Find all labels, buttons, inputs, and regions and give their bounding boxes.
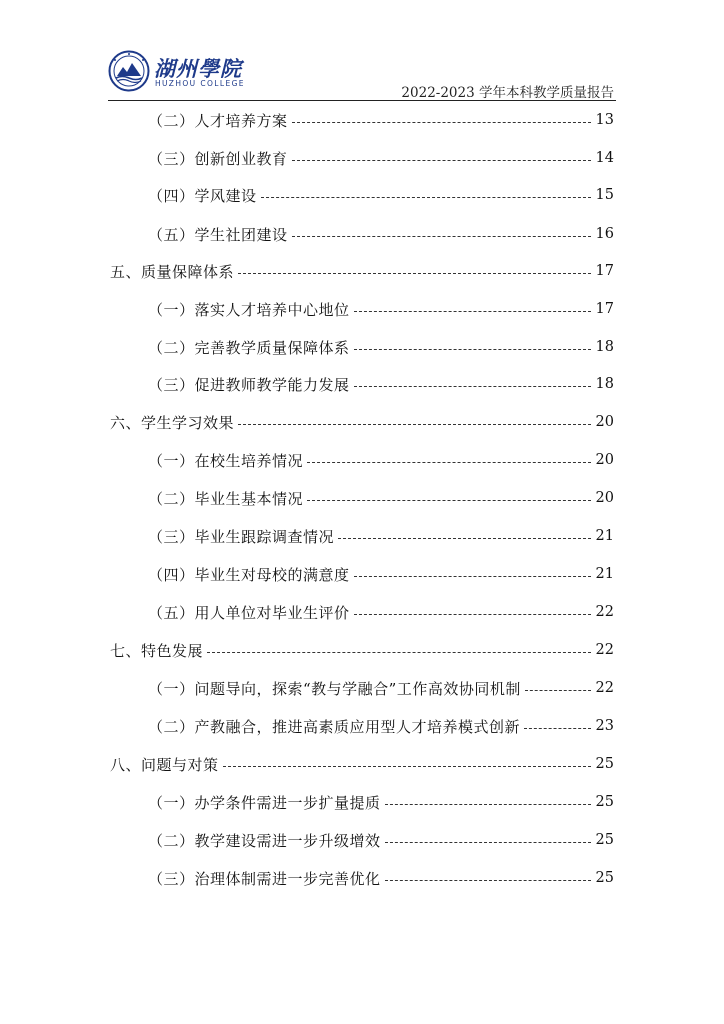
- toc-entry[interactable]: [148, 525, 614, 547]
- toc-page-number: 22: [595, 604, 614, 620]
- toc-entry[interactable]: [148, 487, 614, 509]
- toc-entry-label: （二）人才培养方案: [148, 111, 288, 130]
- toc-section-entry[interactable]: [110, 753, 614, 775]
- toc-page-number: 15: [595, 187, 614, 203]
- toc-entry[interactable]: [148, 223, 614, 245]
- toc-dot-leader: [354, 386, 591, 387]
- toc-dot-leader: [238, 273, 591, 274]
- toc-entry[interactable]: [148, 298, 614, 320]
- toc-dot-leader: [354, 349, 591, 350]
- toc-dot-leader: [385, 842, 591, 843]
- toc-page-number: 21: [595, 566, 614, 582]
- report-title: 2022-2023 学年本科教学质量报告: [401, 85, 614, 101]
- toc-entry-label: 五、质量保障体系: [110, 262, 235, 281]
- toc-entry[interactable]: [148, 867, 614, 889]
- toc-entry-label: （五）用人单位对毕业生评价: [148, 603, 350, 622]
- toc-entry-label: （四）学风建设: [148, 186, 257, 205]
- toc-dot-leader: [292, 236, 591, 237]
- toc-entry-label: （三）治理体制需进一步完善优化: [148, 869, 381, 888]
- toc-page-number: 20: [595, 490, 614, 506]
- toc-dot-leader: [354, 614, 591, 615]
- toc-entry-label: （一）在校生培养情况: [148, 451, 304, 470]
- toc-entry-label: 七、特色发展: [110, 641, 204, 660]
- toc-dot-leader: [354, 576, 591, 577]
- toc-entry[interactable]: [148, 829, 614, 851]
- toc-entry-label: （三）毕业生跟踪调查情况: [148, 527, 335, 546]
- toc-page-number: 25: [595, 870, 614, 886]
- toc-dot-leader: [524, 728, 591, 729]
- toc-dot-leader: [307, 462, 591, 463]
- toc-section-entry[interactable]: [110, 260, 614, 282]
- toc-section-entry[interactable]: [110, 411, 614, 433]
- toc-page-number: 18: [595, 339, 614, 355]
- toc-entry[interactable]: [148, 601, 614, 623]
- toc-entry[interactable]: [148, 677, 614, 699]
- toc-entry[interactable]: [148, 109, 614, 131]
- toc-dot-leader: [292, 160, 591, 161]
- toc-page-number: 25: [595, 756, 614, 772]
- toc-dot-leader: [238, 424, 591, 425]
- toc-entry[interactable]: [148, 184, 614, 206]
- toc-page-number: 25: [595, 794, 614, 810]
- toc-entry[interactable]: [148, 563, 614, 585]
- toc-entry-label: 六、学生学习效果: [110, 413, 235, 432]
- toc-entry[interactable]: [148, 715, 614, 737]
- toc-entry[interactable]: [148, 449, 614, 471]
- toc-page-number: 18: [595, 376, 614, 392]
- toc-page-number: 20: [595, 452, 614, 468]
- toc-entry-label: 八、问题与对策: [110, 755, 219, 774]
- toc-entry-label: （一）落实人才培养中心地位: [148, 300, 350, 319]
- toc-entry-label: （四）毕业生对母校的满意度: [148, 565, 350, 584]
- toc-page-number: 16: [595, 226, 614, 242]
- toc-dot-leader: [307, 500, 591, 501]
- toc-entry[interactable]: [148, 791, 614, 813]
- toc-section-entry[interactable]: [110, 639, 614, 661]
- logo-chinese-name: 湖州學院: [154, 57, 242, 81]
- toc-dot-leader: [385, 804, 591, 805]
- toc-page-number: 17: [595, 263, 614, 279]
- toc-dot-leader: [338, 538, 591, 539]
- toc-entry[interactable]: [148, 373, 614, 395]
- toc-dot-leader: [354, 311, 591, 312]
- toc-dot-leader: [223, 766, 591, 767]
- toc-entry-label: （二）教学建设需进一步升级增效: [148, 831, 381, 850]
- toc-dot-leader: [525, 690, 591, 691]
- toc-page-number: 23: [595, 718, 614, 734]
- toc-page-number: 20: [595, 414, 614, 430]
- toc-page-number: 21: [595, 528, 614, 544]
- toc-dot-leader: [207, 652, 591, 653]
- toc-entry-label: （二）完善教学质量保障体系: [148, 338, 350, 357]
- toc-entry-label: （五）学生社团建设: [148, 225, 288, 244]
- toc-dot-leader: [385, 880, 591, 881]
- toc-page-number: 22: [595, 680, 614, 696]
- toc-page-number: 13: [595, 112, 614, 128]
- toc-entry-label: （二）毕业生基本情况: [148, 489, 304, 508]
- toc-entry[interactable]: [148, 336, 614, 358]
- toc-dot-leader: [292, 122, 591, 123]
- toc-entry-label: （三）创新创业教育: [148, 149, 288, 168]
- toc-page-number: 17: [595, 301, 614, 317]
- toc-page-number: 25: [595, 832, 614, 848]
- toc-entry[interactable]: [148, 147, 614, 169]
- toc-page-number: 14: [595, 150, 614, 166]
- logo-english-name: HUZHOU COLLEGE: [155, 79, 245, 88]
- toc-entry-label: （一）问题导向，探索“教与学融合”工作高效协同机制: [148, 679, 521, 698]
- toc-dot-leader: [261, 197, 591, 198]
- toc-page-number: 22: [595, 642, 614, 658]
- toc-entry-label: （三）促进教师教学能力发展: [148, 375, 350, 394]
- toc-entry-label: （一）办学条件需进一步扩量提质: [148, 793, 381, 812]
- toc-entry-label: （二）产教融合，推进高素质应用型人才培养模式创新: [148, 717, 521, 736]
